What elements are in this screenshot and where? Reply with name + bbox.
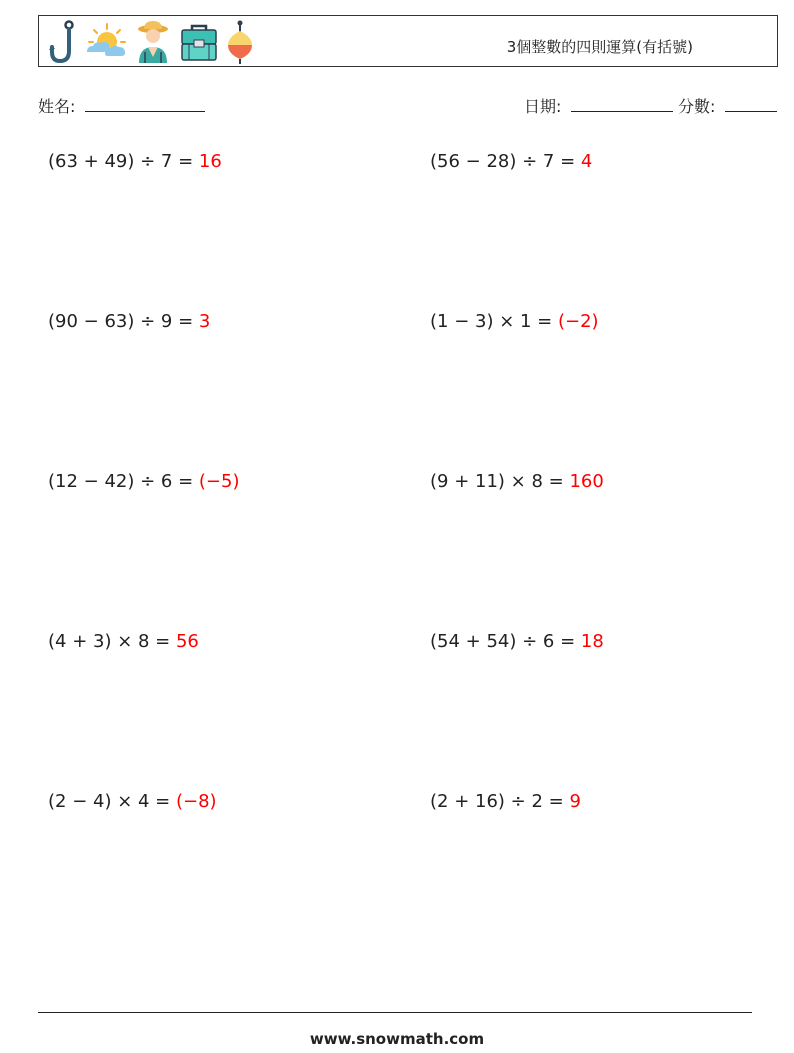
- problem-8: [430, 631, 604, 652]
- date-field: [524, 94, 673, 117]
- problem-5: [48, 471, 239, 492]
- problem-9: [48, 791, 217, 812]
- problem-answer: 160: [569, 471, 604, 492]
- problem-answer: (−2): [557, 311, 599, 332]
- tackle-box-icon: [179, 22, 219, 62]
- date-blank[interactable]: [571, 97, 673, 112]
- problem-2: [430, 151, 592, 172]
- name-blank[interactable]: [85, 97, 205, 112]
- fish-hook-icon: [47, 19, 77, 65]
- problem-10: [430, 791, 581, 812]
- problem-expression: (54 + 54) ÷ 6 =: [430, 631, 581, 652]
- problem-expression: (90 − 63) ÷ 9 =: [48, 311, 199, 332]
- header-icons: [47, 18, 255, 66]
- problem-expression: (9 + 11) × 8 =: [430, 471, 570, 492]
- problem-answer: 4: [580, 151, 593, 172]
- problem-3: [48, 311, 210, 332]
- problem-expression: (2 + 16) ÷ 2 =: [430, 791, 570, 812]
- score-blank[interactable]: [725, 97, 777, 112]
- problem-4: [430, 311, 599, 332]
- score-field: [678, 94, 777, 117]
- problem-7: [48, 631, 199, 652]
- footer-divider: [38, 1012, 752, 1013]
- problem-answer: 18: [580, 631, 604, 652]
- problem-1: [48, 151, 222, 172]
- problem-answer: 56: [175, 631, 199, 652]
- problem-expression: (12 − 42) ÷ 6 =: [48, 471, 199, 492]
- problem-6: [430, 471, 604, 492]
- worksheet-header: [38, 15, 778, 67]
- problem-answer: 16: [198, 151, 222, 172]
- problem-expression: (56 − 28) ÷ 7 =: [430, 151, 581, 172]
- sun-cloud-icon: [83, 22, 127, 62]
- date-label: 日期:: [524, 97, 562, 116]
- fisherman-icon: [133, 19, 173, 65]
- problem-answer: (−5): [198, 471, 240, 492]
- problem-answer: 3: [198, 311, 211, 332]
- problem-expression: (4 + 3) × 8 =: [48, 631, 176, 652]
- name-label: 姓名:: [38, 97, 76, 116]
- problem-answer: 9: [569, 791, 581, 812]
- worksheet-title: 3個整數的四則運算(有括號): [506, 38, 693, 56]
- problem-expression: (2 − 4) × 4 =: [48, 791, 176, 812]
- fishing-float-icon: [225, 19, 255, 65]
- problem-expression: (63 + 49) ÷ 7 =: [48, 151, 199, 172]
- score-label: 分數:: [678, 97, 716, 116]
- problem-answer: (−8): [175, 791, 217, 812]
- footer-url[interactable]: www.snowmath.com: [309, 1030, 485, 1048]
- name-field: [38, 94, 205, 117]
- problem-expression: (1 − 3) × 1 =: [430, 311, 558, 332]
